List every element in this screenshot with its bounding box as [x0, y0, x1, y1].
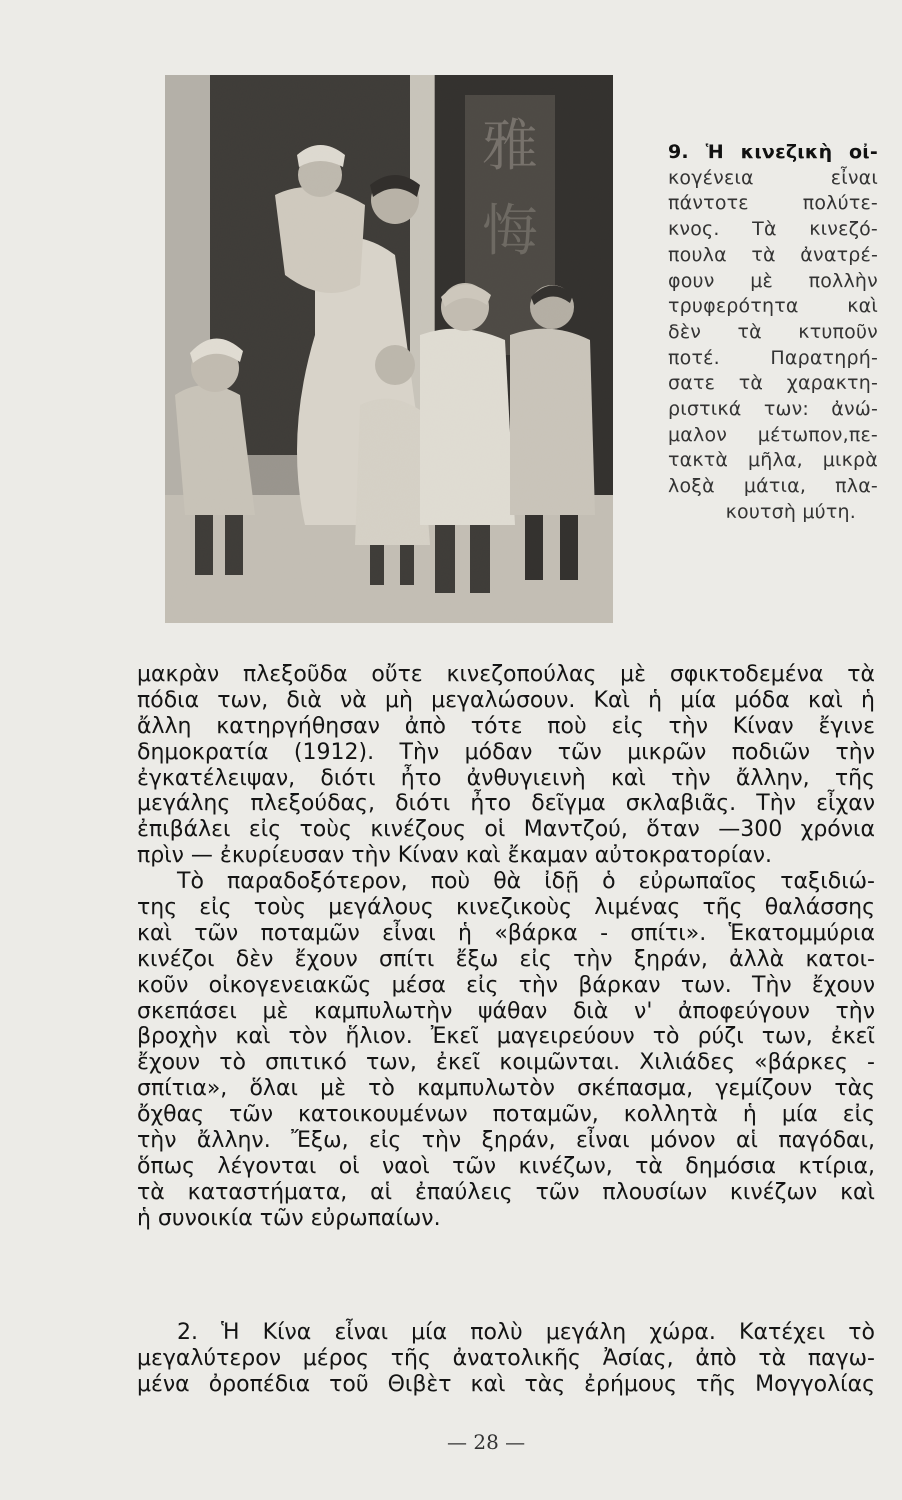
body-line: μακρὰν πλεξοῦδα οὔτε κινεζοπούλας μὲ σφικτοδεμένα τὰ [137, 662, 875, 687]
body-paragraphs [137, 662, 875, 1232]
caption-line: πουλα τὰ ἀνατρέ- [668, 243, 878, 266]
caption-line: κογένεια εἶναι [668, 166, 878, 189]
body-line: ὄχθας τῶν κατοικουμένων ποταμῶν, κολλητὰ ἡ μία εἰς [137, 1102, 875, 1128]
body-line: δημοκρατία (1912). Τὴν μόδαν τῶν μικρῶν ποδιῶν τὴν [137, 739, 875, 765]
body-line: κοῦν οἰκογενειακῶς μέσα εἰς τὴν βάρκαν των. Τὴν ἔχουν [137, 972, 875, 998]
photo-caption [668, 140, 878, 526]
section-line: μένα ὀροπέδια τοῦ Θιβὲτ καὶ τὰς ἐρήμους τῆς Μογγολίας [137, 1371, 875, 1397]
body-line: της εἰς τοὺς μεγάλους κινεζικοὺς λιμένας τῆς θαλάσσης [137, 895, 875, 921]
photo-illustration [165, 75, 613, 623]
caption-line: 9. Ἡ κινεζικὴ οἰ- [668, 141, 878, 163]
body-line: σκεπάσει μὲ καμπυλωτὴν ψάθαν διὰ ν' ἀποφεύγουν τὴν [137, 998, 875, 1024]
body-line: ἔχουν τὸ σπιτικό των, ἐκεῖ κοιμῶνται. Χιλιάδες «βάρκες - [137, 1050, 875, 1076]
body-line: ἐγκατέλειψαν, διότι ἦτο ἀνθυγιεινὴ καὶ τὴν ἄλλην, τῆς [137, 765, 875, 791]
caption-line: πάντοτε πολύτε- [668, 192, 878, 215]
body-line: ἄλλη κατηργήθησαν ἀπὸ τότε ποὺ εἰς τὴν Κίναν ἔγινε [137, 713, 875, 739]
body-line: τὴν ἄλλην. Ἔξω, εἰς τὴν ξηράν, εἶναι μόνον αἱ παγόδαι, [137, 1128, 875, 1154]
body-line: τὰ καταστήματα, αἱ ἐπαύλεις τῶν πλουσίων κινέζων καὶ [137, 1179, 875, 1205]
body-line: ὅπως λέγονται οἱ ναοὶ τῶν κινέζων, τὰ δημόσια κτίρια, [137, 1153, 875, 1179]
caption-line: ριστικά των: ἀνώ- [668, 398, 878, 421]
body-line: κινέζοι δὲν ἔχουν σπίτι ἔξω εἰς τὴν ξηράν, ἀλλὰ κατοι- [137, 946, 875, 972]
photograph [165, 75, 613, 623]
caption-line: σατε τὰ χαρακτη- [668, 372, 878, 395]
caption-line: μαλον μέτωπον,πε- [668, 423, 878, 446]
caption-line: κουτσὴ μύτη. [725, 500, 856, 523]
body-line: σπίτια», ὅλαι μὲ τὸ καμπυλωτὸν σκέπασμα, γεμίζουν τὰς [137, 1076, 875, 1102]
body-line: ἐπιβάλει εἰς τοὺς κινέζους οἱ Μαντζού, ὅταν —300 χρόνια [137, 817, 875, 843]
caption-line: κνος. Τὰ κινεζό- [668, 218, 878, 241]
section-line: μεγαλύτερον μέρος τῆς ἀνατολικῆς Ἀσίας, ἀπὸ τὰ παγω- [137, 1345, 875, 1371]
caption-line: δὲν τὰ κτυποῦν [668, 320, 878, 343]
body-line: μεγάλης πλεξούδας, διότι ἦτο δεῖγμα σκλαβιᾶς. Τὴν εἶχαν [137, 791, 875, 817]
section-line: 2. Ἡ Κίνα εἶναι μία πολὺ μεγάλη χώρα. Κατέχει τὸ [177, 1320, 875, 1345]
body-line: Τὸ παραδοξότερον, ποὺ θὰ ἰδῇ ὁ εὐρωπαῖος ταξιδιώ- [177, 869, 875, 895]
caption-line: λοξὰ μάτια, πλα- [668, 475, 878, 498]
body-line: ἡ συνοικία τῶν εὐρωπαίων. [137, 1205, 441, 1231]
caption-line: ποτέ. Παρατηρή- [668, 346, 878, 369]
body-line: καὶ τῶν ποταμῶν εἶναι ἡ «βάρκα - σπίτι». Ἑκατομμύρια [137, 920, 875, 946]
caption-line: φουν μὲ πολλὴν [668, 269, 878, 292]
page-number: — 28 — [447, 1430, 526, 1454]
caption-line: τακτὰ μῆλα, μικρὰ [668, 449, 878, 472]
body-line: βροχὴν καὶ τὸν ἥλιον. Ἐκεῖ μαγειρεύουν τὸ ρύζι των, ἐκεῖ [137, 1024, 875, 1050]
svg-text:雅: 雅 [482, 114, 538, 179]
caption-line: τρυφερότητα καὶ [668, 295, 878, 318]
svg-text:悔: 悔 [482, 199, 538, 264]
body-line: πόδια των, διὰ νὰ μὴ μεγαλώσουν. Καὶ ἡ μία μόδα καὶ ἡ [137, 687, 875, 713]
section-2 [137, 1320, 875, 1398]
body-line: πρὶν — ἐκυρίευσαν τὴν Κίναν καὶ ἔκαμαν αὐτοκρατορίαν. [137, 843, 773, 869]
